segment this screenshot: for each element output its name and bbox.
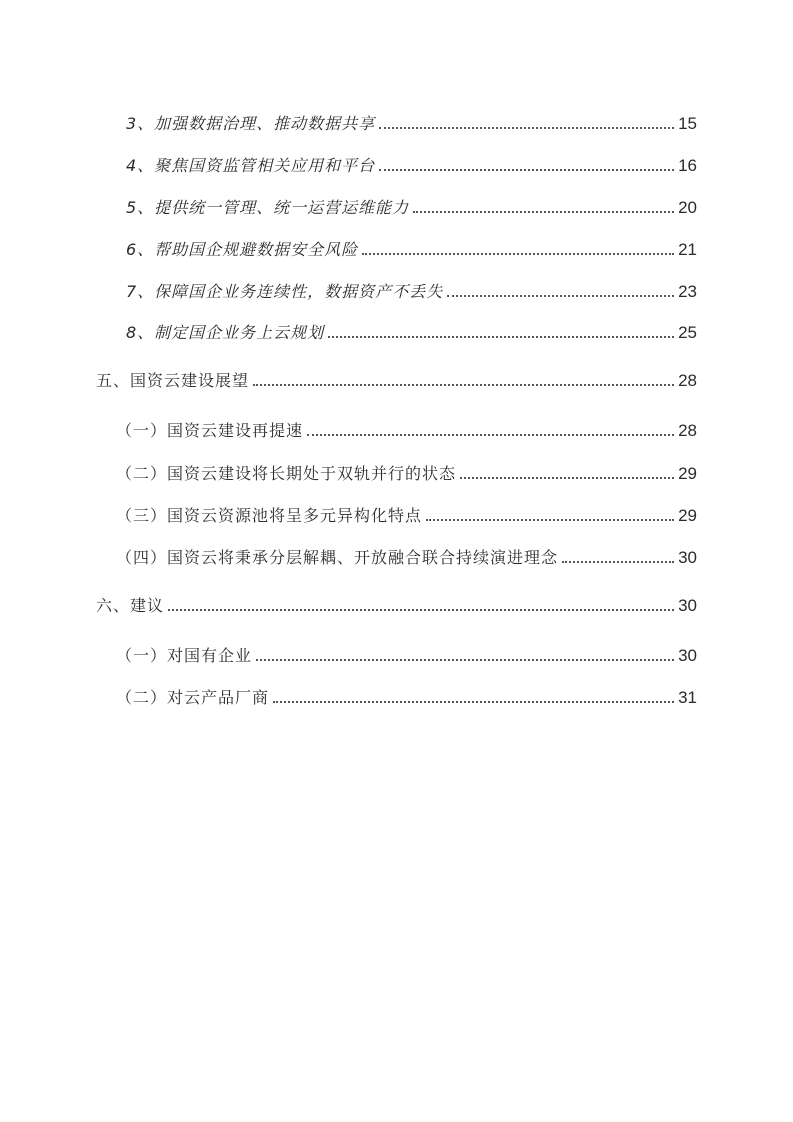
toc-entry-title: （三）国资云资源池将呈多元异构化特点 bbox=[116, 506, 423, 525]
toc-leader-dots bbox=[253, 384, 674, 386]
toc-page-number: 15 bbox=[678, 114, 697, 133]
toc-leader-dots bbox=[426, 519, 674, 521]
toc-entry[interactable] bbox=[116, 460, 697, 484]
toc-leader-dots bbox=[379, 127, 674, 129]
toc-page-number: 23 bbox=[678, 282, 697, 301]
toc-entry-title: （四）国资云将秉承分层解耦、开放融合联合持续演进理念 bbox=[116, 548, 559, 567]
toc-entry[interactable] bbox=[116, 502, 697, 526]
toc-leader-dots bbox=[256, 659, 674, 661]
toc-entry-title: 8、制定国企业务上云规划 bbox=[126, 323, 325, 342]
toc-entry-title: 5、提供统一管理、统一运营运维能力 bbox=[126, 198, 410, 217]
toc-page-number: 16 bbox=[678, 156, 697, 175]
toc-entry[interactable] bbox=[96, 367, 697, 391]
toc-entry-title: （一）对国有企业 bbox=[116, 646, 253, 665]
toc-page-number: 29 bbox=[678, 464, 697, 483]
toc-entry-title: 五、国资云建设展望 bbox=[96, 371, 250, 390]
toc-page-number: 30 bbox=[678, 548, 697, 567]
toc-page-number: 30 bbox=[678, 646, 697, 665]
toc-page-number: 30 bbox=[678, 596, 697, 615]
toc-leader-dots bbox=[362, 253, 674, 255]
toc-entry[interactable] bbox=[116, 642, 697, 666]
toc-leader-dots bbox=[273, 701, 674, 703]
toc-entry-title: （一）国资云建设再提速 bbox=[116, 421, 304, 440]
toc-entry[interactable] bbox=[126, 319, 697, 343]
toc-entry-title: 3、加强数据治理、推动数据共享 bbox=[126, 114, 376, 133]
toc-entry[interactable] bbox=[116, 417, 697, 441]
toc-entry[interactable] bbox=[126, 110, 697, 134]
toc-entry[interactable] bbox=[126, 278, 697, 302]
toc-entry[interactable] bbox=[96, 592, 697, 616]
toc-entry-title: 六、建议 bbox=[96, 596, 165, 615]
toc-leader-dots bbox=[413, 211, 674, 213]
toc-entry[interactable] bbox=[116, 684, 697, 708]
toc-entry[interactable] bbox=[126, 236, 697, 260]
toc-page-number: 28 bbox=[678, 371, 697, 390]
toc-entry[interactable] bbox=[126, 152, 697, 176]
toc-leader-dots bbox=[379, 169, 674, 171]
toc-page-number: 21 bbox=[678, 240, 697, 259]
toc-page-number: 20 bbox=[678, 198, 697, 217]
toc-page-number: 31 bbox=[678, 688, 697, 707]
toc-page-number: 28 bbox=[678, 421, 697, 440]
toc-leader-dots bbox=[307, 434, 674, 436]
toc-leader-dots bbox=[460, 477, 674, 479]
toc-page-number: 25 bbox=[678, 323, 697, 342]
toc-page-number: 29 bbox=[678, 506, 697, 525]
toc-leader-dots bbox=[562, 561, 674, 563]
toc-entry-title: （二）国资云建设将长期处于双轨并行的状态 bbox=[116, 464, 457, 483]
toc-leader-dots bbox=[328, 336, 674, 338]
toc-leader-dots bbox=[447, 295, 674, 297]
toc-leader-dots bbox=[168, 609, 674, 611]
toc-entry-title: 7、保障国企业务连续性，数据资产不丢失 bbox=[126, 282, 444, 301]
toc-entry-title: 6、帮助国企规避数据安全风险 bbox=[126, 240, 359, 259]
toc-entry[interactable] bbox=[116, 544, 697, 568]
toc-entry-title: 4、聚焦国资监管相关应用和平台 bbox=[126, 156, 376, 175]
toc-entry[interactable] bbox=[126, 194, 697, 218]
toc-entry-title: （二）对云产品厂商 bbox=[116, 688, 270, 707]
